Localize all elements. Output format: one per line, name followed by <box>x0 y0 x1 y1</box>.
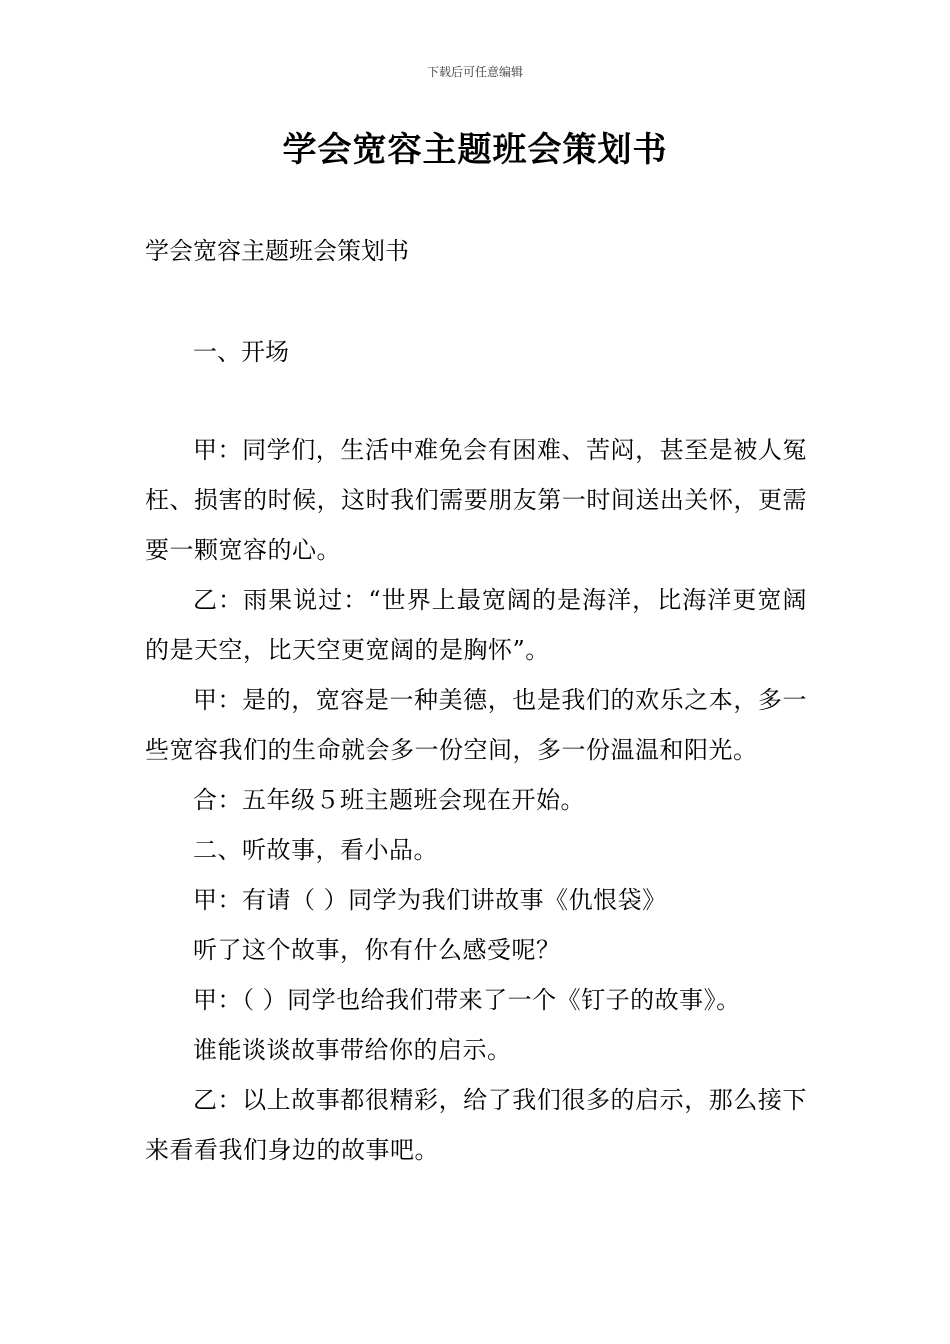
paragraph: 合：五年级５班主题班会现在开始。 <box>193 786 585 814</box>
section-heading-opening: 一、开场 <box>193 338 289 366</box>
paragraph: 甲：（ ）同学也给我们带来了一个《钉子的故事》。 <box>193 986 741 1014</box>
body-paragraphs <box>145 425 807 1175</box>
paragraph: 甲：同学们，生活中难免会有困难、苦闷，甚至是被人冤枉、损害的时候，这时我们需要朋友第一时间送出关怀，更需要一颗宽容的心。 <box>145 436 807 564</box>
paragraph: 乙：雨果说过：“世界上最宽阔的是海洋，比海洋更宽阔的是天空，比天空更宽阔的是胸怀”。 <box>145 586 807 664</box>
paragraph: 甲：是的，宽容是一种美德，也是我们的欢乐之本，多一些宽容我们的生命就会多一份空间，多一份温温和阳光。 <box>145 686 807 764</box>
section-heading-stories: 二、听故事，看小品。 <box>193 836 438 864</box>
paragraph: 甲：有请（ ）同学为我们讲故事《仇恨袋》 <box>193 886 667 914</box>
paragraph: 乙：以上故事都很精彩，给了我们很多的启示，那么接下来看看我们身边的故事吧。 <box>145 1086 807 1164</box>
paragraph: 谁能谈谈故事带给你的启示。 <box>193 1036 512 1064</box>
document-title: 学会宽容主题班会策划书 <box>282 130 668 170</box>
page-header-note: 下载后可任意编辑 <box>426 65 523 79</box>
document-subtitle: 学会宽容主题班会策划书 <box>145 237 409 265</box>
paragraph: 听了这个故事，你有什么感受呢？ <box>193 936 561 964</box>
